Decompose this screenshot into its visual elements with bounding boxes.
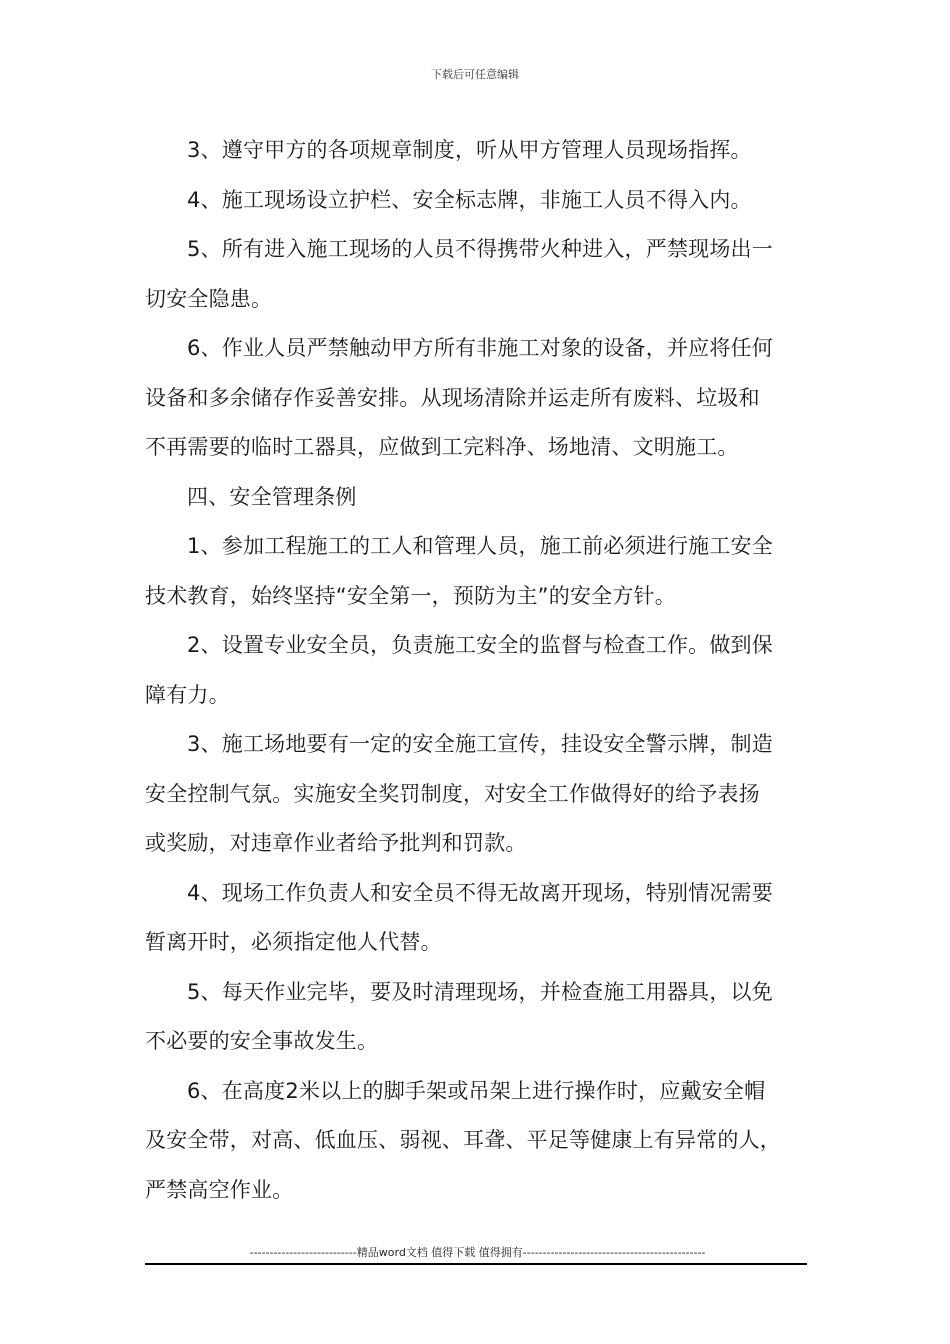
document-body (145, 126, 810, 1215)
paragraph-line: 6、作业人员严禁触动甲方所有非施工对象的设备，并应将任何 (187, 336, 773, 360)
paragraph-line: 暂离开时，必须指定他人代替。 (145, 930, 442, 954)
paragraph-line: 2、设置专业安全员，负责施工安全的监督与检查工作。做到保 (187, 633, 773, 657)
paragraph-line: 3、施工场地要有一定的安全施工宣传，挂设安全警示牌，制造 (187, 732, 773, 756)
paragraph-line: 不再需要的临时工器具，应做到工完料净、场地清、文明施工。 (145, 435, 739, 459)
paragraph-line: 5、每天作业完毕，要及时清理现场，并检查施工用器具，以免 (187, 979, 773, 1004)
paragraph-line: 5、所有进入施工现场的人员不得携带火种进入，严禁现场出一 (187, 237, 773, 261)
page-header-note: 下载后可任意编辑 (431, 68, 519, 81)
paragraph-line: 技术教育，始终坚持“安全第一，预防为主”的安全方针。 (145, 583, 676, 608)
paragraph-line: 切安全隐患。 (145, 286, 273, 311)
paragraph-line: 设备和多余储存作妥善安排。从现场清除并运走所有废料、垃圾和 (145, 385, 760, 410)
paragraph-line: 不必要的安全事故发生。 (145, 1029, 379, 1053)
paragraph-line: 或奖励，对违章作业者给予批判和罚款。 (145, 831, 527, 855)
paragraph-line: 6、在高度2米以上的脚手架或吊架上进行操作时，应戴安全帽 (187, 1078, 766, 1103)
paragraph-line: 4、现场工作负责人和安全员不得无故离开现场，特别情况需要 (187, 880, 773, 905)
paragraph-line: 1、参加工程施工的工人和管理人员，施工前必须进行施工安全 (187, 534, 773, 558)
page-footer-text: ---------------------------精品word文档 值得下载 值得拥有---------------------------------------------- (249, 1246, 706, 1259)
paragraph-line: 障有力。 (145, 682, 230, 707)
footer-divider (145, 1263, 807, 1265)
paragraph-line: 安全控制气氛。实施安全奖罚制度，对安全工作做得好的给予表扬 (145, 781, 760, 806)
paragraph-line: 3、遵守甲方的各项规章制度，听从甲方管理人员现场指挥。 (187, 138, 752, 162)
paragraph-line: 4、施工现场设立护栏、安全标志牌，非施工人员不得入内。 (187, 187, 752, 212)
paragraph-line: 及安全带，对高、低血压、弱视、耳聋、平足等健康上有异常的人， (145, 1128, 781, 1152)
section-heading: 四、安全管理条例 (187, 484, 357, 509)
paragraph-line: 严禁高空作业。 (145, 1177, 294, 1202)
